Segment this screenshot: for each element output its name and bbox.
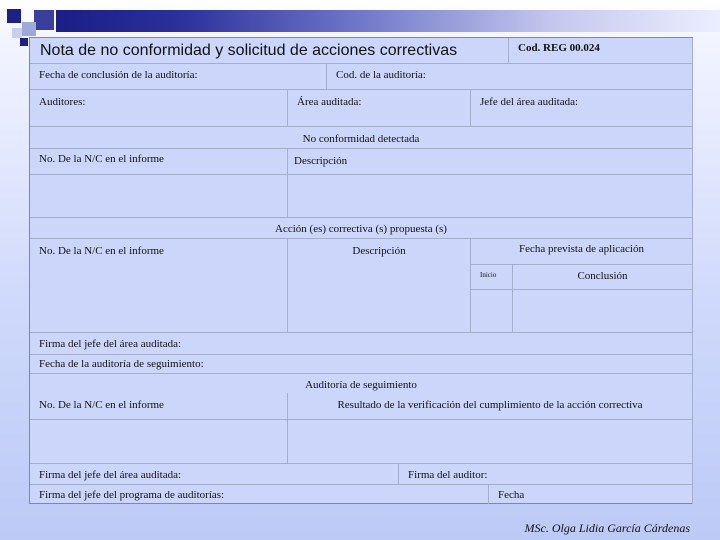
form-title: Nota de no conformidad y solicitud de acciones correctivas	[30, 38, 508, 64]
decor-square-5	[20, 38, 28, 46]
jefe-area-label: Jefe del área auditada:	[471, 90, 693, 127]
author-signature: MSc. Olga Lidia García Cárdenas	[524, 521, 690, 535]
nc-numero-label: No. De la N/C en el informe	[30, 149, 288, 175]
descripcion-label-2: Descripción	[288, 239, 471, 265]
nc-numero-field[interactable]	[30, 175, 288, 218]
header-gradient-bar	[56, 10, 720, 32]
conclusion-label: Conclusión	[513, 265, 693, 290]
cod-auditoria-label: Cod. de la auditoría:	[327, 64, 693, 90]
conclusion-field[interactable]	[513, 290, 693, 333]
resultado-field[interactable]	[288, 420, 693, 464]
decor-square-4	[12, 28, 22, 38]
fecha-label: Fecha	[489, 485, 693, 504]
no-conformidad-header: No conformidad detectada	[30, 127, 693, 149]
seguimiento-nc-field[interactable]	[30, 420, 288, 464]
firma-jefe-area-label: Firma del jefe del área auditada:	[30, 333, 693, 355]
seguimiento-header: Auditoría de seguimiento	[30, 374, 693, 393]
descripcion-label: Descripción	[288, 149, 693, 175]
firma-jefe-area-label-2: Firma del jefe del área auditada:	[30, 464, 399, 485]
resultado-verificacion-label: Resultado de la verificación del cumplimiento de la acción correctiva	[288, 393, 693, 420]
auditores-label: Auditores:	[30, 90, 288, 127]
decor-square-3	[22, 22, 36, 36]
nc-numero-label-2: No. De la N/C en el informe	[30, 239, 288, 333]
descripcion-field[interactable]	[288, 175, 693, 218]
fecha-prevista-label: Fecha prevista de aplicación	[471, 239, 693, 265]
nonconformity-form	[29, 37, 693, 504]
accion-correctiva-header: Acción (es) correctiva (s) propuesta (s)	[30, 218, 693, 239]
nc-numero-label-3: No. De la N/C en el informe	[30, 393, 288, 420]
accion-nc-field[interactable]	[30, 290, 288, 333]
fecha-seguimiento-label: Fecha de la auditoría de seguimiento:	[30, 355, 693, 374]
firma-auditor-label: Firma del auditor:	[399, 464, 693, 485]
firma-jefe-programa-label: Firma del jefe del programa de auditorías:	[30, 485, 489, 504]
inicio-label: Inicio	[471, 265, 513, 290]
decor-square-2	[34, 10, 54, 30]
inicio-field[interactable]	[471, 290, 513, 333]
form-code: Cod. REG 00.024	[508, 38, 693, 64]
accion-descripcion-field[interactable]	[288, 265, 471, 333]
area-auditada-label: Área auditada:	[288, 90, 471, 127]
decor-square-1	[7, 9, 21, 23]
fecha-conclusion-label: Fecha de conclusión de la auditoría:	[30, 64, 327, 90]
